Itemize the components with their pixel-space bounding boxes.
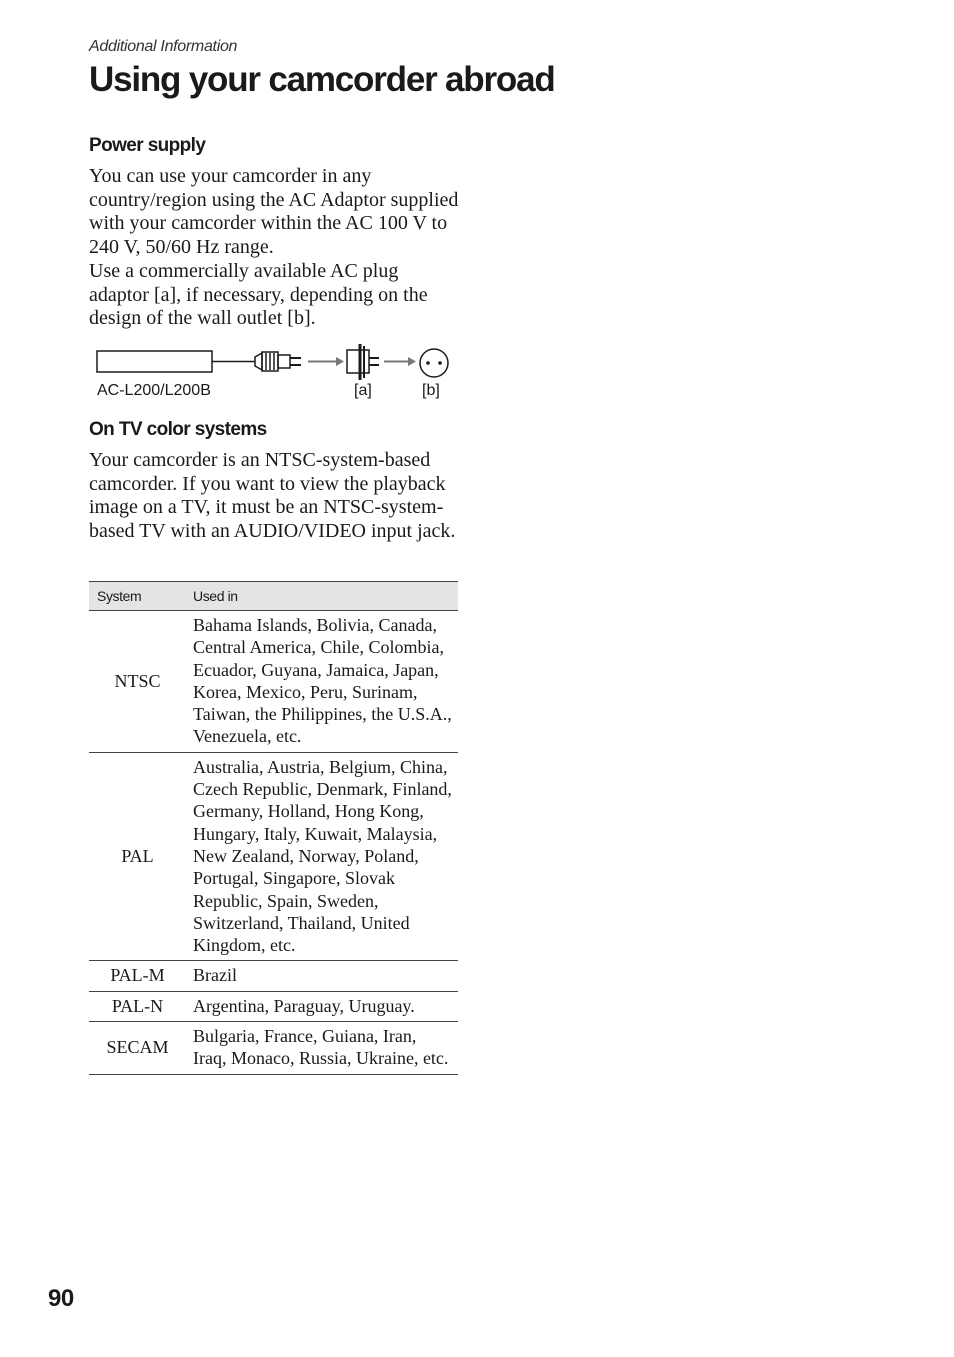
used-in-cell: Australia, Austria, Belgium, China, Czech Republic, Denmark, Finland, Germany, Holland, Hong Kong, Hungary, Italy, Kuwait, Malaysia, New Zealand, Norway, Poland, Portugal, Singapore, Slovak Republic, Spain, Sweden, Switzerland, Thailand, United Kingdom, etc. [186, 752, 458, 961]
table-row [89, 611, 458, 753]
tv-systems-heading: On TV color systems [89, 419, 267, 440]
plug-adaptor-icon [347, 344, 379, 380]
section-label: Additional Information [89, 38, 238, 55]
column-header-used-in: Used in [186, 582, 458, 611]
column-header-system: System [89, 582, 186, 611]
system-cell: PAL-N [89, 991, 186, 1021]
adaptor-plug-outlet-illustration [92, 342, 462, 382]
ac-adaptor-icon [97, 351, 212, 372]
power-supply-text [89, 165, 459, 331]
tv-systems-paragraph: Your camcorder is an NTSC-system-based camcorder. If you want to view the playback image on a TV, it must be an NTSC-system-based TV with an AUDIO/VIDEO input jack. [89, 449, 456, 543]
system-cell: SECAM [89, 1022, 186, 1075]
wall-outlet-icon [420, 349, 448, 377]
table-header-row [89, 582, 458, 611]
table-row [89, 961, 458, 991]
power-plug-icon [255, 352, 301, 371]
power-supply-heading: Power supply [89, 135, 206, 156]
adaptor-model-label: AC-L200/L200B [97, 382, 211, 399]
table-row [89, 752, 458, 961]
arrow-right-icon [308, 357, 344, 366]
table-row [89, 1022, 458, 1075]
power-supply-paragraph-1: You can use your camcorder in any country/region using the AC Adaptor supplied with your camcorder within the AC 100 V to 240 V, 50/60 Hz range. [89, 165, 459, 259]
power-supply-paragraph-2: Use a commercially available AC plug adaptor [a], if necessary, depending on the design of the wall outlet [b]. [89, 259, 428, 330]
tv-systems-table [89, 581, 458, 1075]
page-title: Using your camcorder abroad [89, 60, 555, 99]
arrow-right-icon [384, 357, 416, 366]
wall-outlet-label: [b] [422, 382, 440, 399]
used-in-cell: Bahama Islands, Bolivia, Canada, Central America, Chile, Colombia, Ecuador, Guyana, Jamaica, Japan, Korea, Mexico, Peru, Surinam, Taiwan, the Philippines, the U.S.A., Venezuela, etc. [186, 611, 458, 753]
used-in-cell: Brazil [186, 961, 458, 991]
power-adaptor-diagram [92, 342, 462, 406]
page-number: 90 [48, 1285, 74, 1312]
used-in-cell: Argentina, Paraguay, Uruguay. [186, 991, 458, 1021]
system-cell: PAL-M [89, 961, 186, 991]
used-in-cell: Bulgaria, France, Guiana, Iran, Iraq, Monaco, Russia, Ukraine, etc. [186, 1022, 458, 1075]
table-row [89, 991, 458, 1021]
plug-adaptor-label: [a] [354, 382, 372, 399]
system-cell: NTSC [89, 611, 186, 753]
system-cell: PAL [89, 752, 186, 961]
